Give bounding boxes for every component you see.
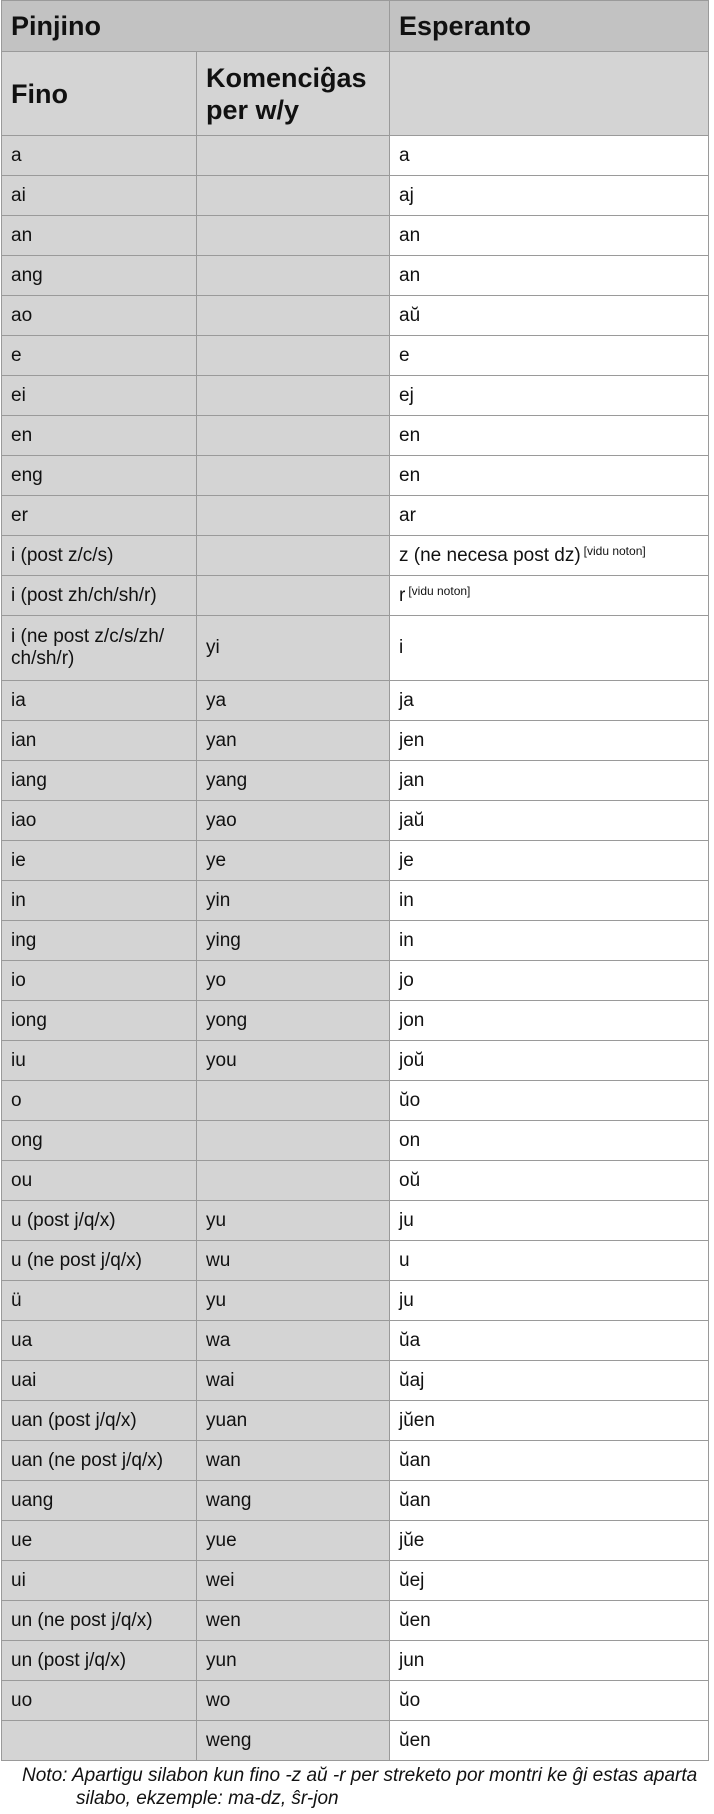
cell-final: a [2,136,197,176]
cell-final: un (ne post j/q/x) [2,1601,197,1641]
cell-final: ei [2,376,197,416]
esperanto-value: z (ne necesa post dz) [399,545,581,566]
esperanto-value: u [399,1249,410,1271]
esperanto-value: a [399,144,410,166]
table-row [2,1681,709,1721]
cell-esperanto [390,881,709,921]
cell-esperanto [390,1121,709,1161]
esperanto-value: en [399,464,421,486]
esperanto-value: ej [399,384,414,406]
cell-esperanto [390,1361,709,1401]
table-row [2,921,709,961]
cell-initial-wy [197,176,390,216]
table-row [2,1441,709,1481]
cell-initial-wy: yang [197,761,390,801]
cell-initial-wy [197,336,390,376]
table-row [2,496,709,536]
cell-final: o [2,1081,197,1121]
cell-initial-wy: ying [197,921,390,961]
cell-final: ong [2,1121,197,1161]
cell-initial-wy: yue [197,1521,390,1561]
cell-esperanto [390,456,709,496]
cell-final: uai [2,1361,197,1401]
cell-esperanto [390,1401,709,1441]
cell-final: an [2,216,197,256]
esperanto-value: ju [399,1289,414,1311]
cell-esperanto [390,336,709,376]
cell-esperanto [390,496,709,536]
cell-initial-wy: wa [197,1321,390,1361]
esperanto-value: an [399,264,421,286]
footnote: Noto: Apartigu silabon kun fino -z aŭ -r per streketo por montri ke ĝi estas aparta silabo, ekzemple: ma-dz, ŝr-jon [22,1765,698,1809]
cell-initial-wy [197,576,390,616]
cell-initial-wy: wan [197,1441,390,1481]
cell-final: un (post j/q/x) [2,1641,197,1681]
sub-header-row [2,52,709,136]
cell-final: iang [2,761,197,801]
table-row [2,1481,709,1521]
esperanto-value: je [399,849,414,871]
esperanto-value: ar [399,504,416,526]
cell-initial-wy [197,416,390,456]
header-final: Fino [2,52,197,136]
esperanto-value: r [399,585,406,606]
cell-initial-wy [197,496,390,536]
esperanto-value: ŭej [399,1569,425,1591]
cell-final: uan (ne post j/q/x) [2,1441,197,1481]
esperanto-value: en [399,424,421,446]
esperanto-value: ŭen [399,1609,431,1631]
cell-initial-wy [197,136,390,176]
cell-final: ü [2,1281,197,1321]
cell-final: ai [2,176,197,216]
footnote-reference[interactable]: [vidu noton] [408,584,471,598]
table-row [2,376,709,416]
cell-esperanto [390,536,709,576]
esperanto-value: jan [399,769,425,791]
cell-esperanto [390,1241,709,1281]
esperanto-value: ŭan [399,1489,431,1511]
cell-final: ui [2,1561,197,1601]
esperanto-value: joŭ [399,1049,425,1071]
esperanto-value: in [399,929,414,951]
cell-final: i (ne post z/c/s/zh/ ch/sh/r) [2,616,197,681]
cell-initial-wy: yu [197,1281,390,1321]
cell-esperanto [390,721,709,761]
esperanto-value: jŭe [399,1529,425,1551]
esperanto-value: aŭ [399,304,421,326]
cell-final: uang [2,1481,197,1521]
esperanto-value: on [399,1129,421,1151]
esperanto-value: ja [399,689,414,711]
cell-esperanto [390,1681,709,1721]
cell-initial-wy: wang [197,1481,390,1521]
cell-final: u (ne post j/q/x) [2,1241,197,1281]
table-row [2,336,709,376]
esperanto-value: jon [399,1009,425,1031]
table-row [2,1561,709,1601]
cell-esperanto [390,416,709,456]
cell-esperanto [390,576,709,616]
cell-esperanto [390,1281,709,1321]
table-row [2,681,709,721]
cell-final: ia [2,681,197,721]
table-row [2,1401,709,1441]
cell-esperanto [390,1161,709,1201]
cell-initial-wy: yao [197,801,390,841]
cell-initial-wy: wei [197,1561,390,1601]
cell-final: io [2,961,197,1001]
cell-initial-wy [197,1161,390,1201]
cell-initial-wy: yun [197,1641,390,1681]
header-pinyin: Pinjino [2,1,390,52]
cell-final: i (post zh/ch/sh/r) [2,576,197,616]
cell-final: u (post j/q/x) [2,1201,197,1241]
cell-esperanto [390,1321,709,1361]
table-row [2,176,709,216]
cell-esperanto [390,681,709,721]
table-row [2,456,709,496]
cell-esperanto [390,841,709,881]
esperanto-value: in [399,889,414,911]
cell-initial-wy [197,256,390,296]
table-row [2,761,709,801]
table-row [2,1601,709,1641]
cell-initial-wy: ya [197,681,390,721]
table-row [2,1201,709,1241]
table-row [2,1521,709,1561]
table-row [2,1161,709,1201]
cell-final: iu [2,1041,197,1081]
cell-initial-wy: weng [197,1721,390,1761]
cell-initial-wy [197,1081,390,1121]
cell-initial-wy: yin [197,881,390,921]
cell-esperanto [390,256,709,296]
cell-initial-wy: wen [197,1601,390,1641]
header-initial-wy: Komenciĝas per w/y [197,52,390,136]
table-row [2,1361,709,1401]
cell-esperanto [390,216,709,256]
cell-initial-wy [197,536,390,576]
cell-esperanto [390,1721,709,1761]
esperanto-value: aj [399,184,414,206]
cell-final: ang [2,256,197,296]
group-header-row [2,1,709,52]
cell-initial-wy: yuan [197,1401,390,1441]
cell-final: iong [2,1001,197,1041]
table-row [2,576,709,616]
table-row [2,616,709,681]
table-row [2,1121,709,1161]
cell-initial-wy: ye [197,841,390,881]
cell-final: in [2,881,197,921]
cell-esperanto [390,1081,709,1121]
esperanto-value: jo [399,969,414,991]
table-row [2,216,709,256]
cell-esperanto [390,961,709,1001]
esperanto-value: ŭo [399,1089,421,1111]
cell-initial-wy: wu [197,1241,390,1281]
header-blank [390,52,709,136]
cell-initial-wy [197,456,390,496]
cell-initial-wy: wai [197,1361,390,1401]
cell-initial-wy [197,216,390,256]
cell-final: en [2,416,197,456]
cell-final: iao [2,801,197,841]
cell-esperanto [390,296,709,336]
cell-esperanto [390,1561,709,1601]
table-row [2,721,709,761]
cell-final: uan (post j/q/x) [2,1401,197,1441]
cell-initial-wy [197,1121,390,1161]
table-header [2,1,709,136]
esperanto-value: i [399,637,404,658]
table-row [2,1001,709,1041]
cell-final: uo [2,1681,197,1721]
footnote-reference[interactable]: [vidu noton] [583,544,646,558]
cell-final [2,1721,197,1761]
cell-esperanto [390,1001,709,1041]
esperanto-value: ŭaj [399,1369,425,1391]
cell-initial-wy: wo [197,1681,390,1721]
table-row [2,961,709,1001]
cell-initial-wy: you [197,1041,390,1081]
esperanto-value: e [399,344,410,366]
cell-esperanto [390,376,709,416]
esperanto-value: jŭen [399,1409,435,1431]
esperanto-value: jen [399,729,425,751]
cell-esperanto [390,921,709,961]
esperanto-value: ŭan [399,1449,431,1471]
cell-initial-wy [197,296,390,336]
table-row [2,881,709,921]
table-row [2,416,709,456]
cell-initial-wy [197,376,390,416]
cell-final: er [2,496,197,536]
table-row [2,1281,709,1321]
esperanto-value: an [399,224,421,246]
cell-esperanto [390,1641,709,1681]
cell-esperanto [390,1601,709,1641]
cell-final: i (post z/c/s) [2,536,197,576]
cell-final: ao [2,296,197,336]
table-row [2,536,709,576]
cell-final: ua [2,1321,197,1361]
cell-initial-wy: yo [197,961,390,1001]
cell-esperanto [390,136,709,176]
cell-esperanto [390,761,709,801]
table-row [2,1721,709,1761]
cell-initial-wy: yong [197,1001,390,1041]
table-row [2,1041,709,1081]
cell-final: ian [2,721,197,761]
cell-esperanto [390,616,709,681]
cell-final: ue [2,1521,197,1561]
esperanto-value: oŭ [399,1169,421,1191]
cell-initial-wy: yu [197,1201,390,1241]
cell-esperanto [390,176,709,216]
esperanto-value: ju [399,1209,414,1231]
cell-final: ie [2,841,197,881]
header-esperanto: Esperanto [390,1,709,52]
table-row [2,136,709,176]
table-row [2,1081,709,1121]
esperanto-value: ŭen [399,1729,431,1751]
esperanto-value: ŭa [399,1329,421,1351]
cell-final: ou [2,1161,197,1201]
table-row [2,296,709,336]
cell-esperanto [390,1041,709,1081]
cell-esperanto [390,1441,709,1481]
esperanto-value: ŭo [399,1689,421,1711]
table-row [2,256,709,296]
cell-final: ing [2,921,197,961]
table-body [2,136,709,1761]
cell-esperanto [390,1521,709,1561]
pinyin-esperanto-table [1,0,709,1761]
cell-esperanto [390,1201,709,1241]
table-row [2,801,709,841]
cell-esperanto [390,801,709,841]
cell-final: eng [2,456,197,496]
esperanto-value: jun [399,1649,425,1671]
table-row [2,1321,709,1361]
table-row [2,1241,709,1281]
esperanto-value: jaŭ [399,809,425,831]
table-row [2,841,709,881]
table-row [2,1641,709,1681]
cell-esperanto [390,1481,709,1521]
cell-final: e [2,336,197,376]
cell-initial-wy: yi [197,616,390,681]
cell-initial-wy: yan [197,721,390,761]
